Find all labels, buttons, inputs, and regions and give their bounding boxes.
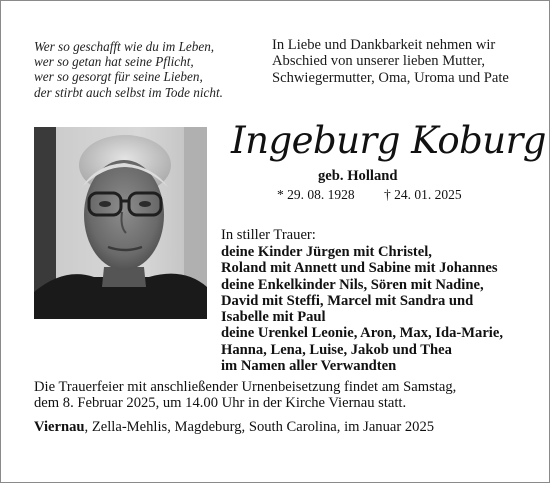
intro-line: In Liebe und Dankbarkeit nehmen wir bbox=[272, 37, 496, 53]
location-date bbox=[34, 419, 434, 436]
poem-line: der stirbt auch selbst im Tode nicht. bbox=[34, 84, 223, 100]
mourner-line: deine Kinder Jürgen mit Christel, bbox=[221, 244, 432, 260]
location-town: Viernau bbox=[34, 419, 85, 435]
service-line: dem 8. Februar 2025, um 14.00 Uhr in der Kirche Viernau statt. bbox=[34, 395, 407, 412]
mourners-list bbox=[221, 244, 503, 374]
poem-line: wer so getan hat seine Pflicht, bbox=[34, 54, 194, 70]
death-date: † 24. 01. 2025 bbox=[384, 187, 462, 202]
mourner-line: im Namen aller Verwandten bbox=[221, 358, 397, 375]
poem-line: wer so gesorgt für seine Lieben, bbox=[34, 69, 203, 85]
intro-line: Abschied von unserer lieben Mutter, bbox=[272, 53, 485, 70]
mourner-line: Roland mit Annett und Sabine mit Johannes bbox=[221, 260, 498, 277]
mourner-line: Hanna, Lena, Luise, Jakob und Thea bbox=[221, 341, 452, 358]
mourning-heading: In stiller Trauer: bbox=[221, 227, 316, 243]
intro-text bbox=[272, 37, 509, 86]
service-info bbox=[34, 379, 456, 412]
poem-line: Wer so geschafft wie du im Leben, bbox=[34, 39, 215, 54]
mourner-line: deine Enkelkinder Nils, Sören mit Nadine, bbox=[221, 276, 484, 293]
poem bbox=[34, 39, 223, 100]
intro-line: Schwiegermutter, Oma, Uroma und Pate bbox=[272, 69, 509, 86]
life-dates bbox=[277, 187, 462, 203]
deceased-name: Ingeburg Koburg bbox=[231, 119, 546, 162]
location-rest: , Zella-Mehlis, Magdeburg, South Carolina, im Januar 2025 bbox=[84, 419, 435, 435]
birth-date: * 29. 08. 1928 bbox=[277, 187, 355, 202]
mourner-line: Isabelle mit Paul bbox=[221, 309, 326, 326]
maiden-name: geb. Holland bbox=[318, 168, 398, 184]
portrait-photo bbox=[34, 127, 207, 319]
service-line: Die Trauerfeier mit anschließender Urnenbeisetzung findet am Samstag, bbox=[34, 379, 457, 395]
mourner-line: David mit Steffi, Marcel mit Sandra und bbox=[221, 292, 474, 309]
mourner-line: deine Urenkel Leonie, Aron, Max, Ida-Marie, bbox=[221, 325, 503, 342]
